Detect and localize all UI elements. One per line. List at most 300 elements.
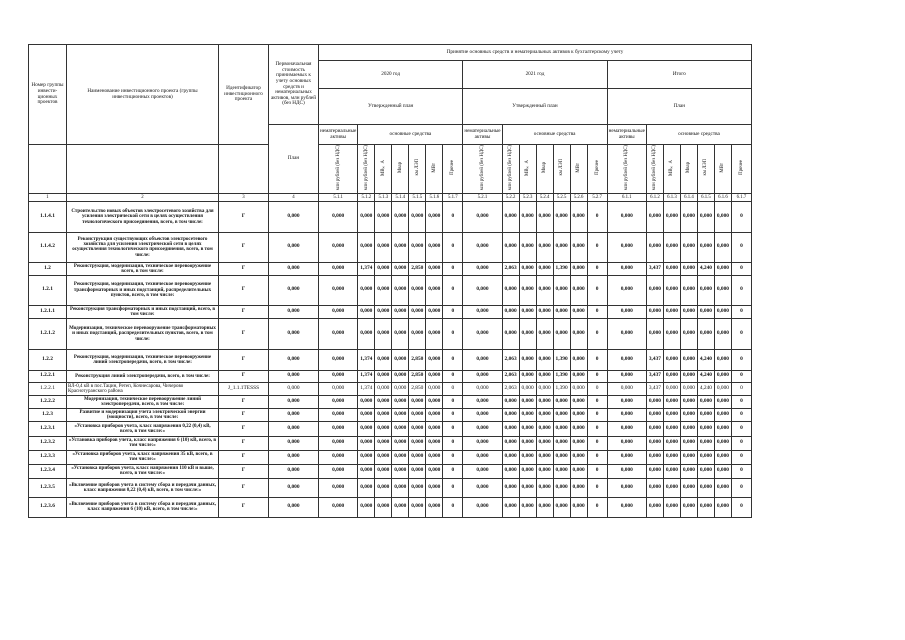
value-cell: 0,000: [375, 408, 392, 421]
value-cell: 0,000: [519, 370, 536, 382]
intangible-header: нематериальные активы: [607, 125, 646, 145]
value-cell: 0,000: [409, 450, 426, 464]
value-cell: 0,000: [646, 275, 663, 305]
table-row: [29, 201, 752, 232]
value-cell: 0: [731, 497, 751, 517]
value-cell: 0,000: [463, 201, 502, 232]
value-cell: 0,000: [319, 450, 358, 464]
index-cell: 5.1.1: [319, 193, 358, 201]
project-name: Модернизация, техническое перевооружение трансформаторных и иных подстанций, распределительных пунктов, всего, в том числе:: [67, 318, 219, 349]
value-cell: 0,000: [663, 201, 680, 232]
value-cell: 0,000: [375, 318, 392, 349]
project-name: «Установка приборов учета, класс напряжения 110 кВ и выше, всего, в том числе:»: [67, 464, 219, 478]
value-cell: 0: [587, 262, 607, 275]
value-cell: 0,000: [358, 421, 375, 436]
value-cell: 0: [587, 464, 607, 478]
sub-col-label: млн рублей (без НДС): [363, 145, 369, 191]
index-cell: 6.1.7: [731, 193, 751, 201]
value-cell: 0,000: [680, 497, 697, 517]
index-cell: 1: [29, 193, 67, 201]
value-cell: 0,000: [502, 497, 519, 517]
value-cell: 0,000: [519, 436, 536, 450]
value-cell: 0,000: [697, 305, 714, 318]
plan-value: 0,000: [269, 450, 319, 464]
index-cell: 5.2.5: [553, 193, 570, 201]
value-cell: 0,000: [553, 275, 570, 305]
value-cell: 0,000: [553, 305, 570, 318]
value-cell: 0,000: [607, 436, 646, 450]
value-cell: 0,000: [646, 436, 663, 450]
value-cell: 0,000: [409, 318, 426, 349]
project-number: 1.2.3: [29, 408, 67, 421]
project-name: «Включение приборов учета в систему сбора и передачи данных, класс напряжения 0,22 (0,4) кВ, всего, в том числе:»: [67, 478, 219, 497]
value-cell: 0,000: [680, 450, 697, 464]
value-cell: 1,374: [358, 382, 375, 395]
project-number: 1.2.2.2: [29, 395, 67, 408]
value-cell: 0: [443, 262, 463, 275]
sub-col-label: Мвар: [397, 162, 403, 174]
value-cell: 0,000: [536, 232, 553, 262]
sub-col-label: Прочее: [450, 160, 456, 176]
value-cell: 0,000: [463, 408, 502, 421]
sub-col-header: [587, 145, 607, 194]
sub-col-label: км ЛЭП: [703, 159, 709, 176]
value-cell: 1,390: [553, 382, 570, 395]
project-name: ВЛ-0,4 кВ в пос.Тацин, Ретеп, Кочнесарова, Чичерово Краснотуранского района: [67, 382, 219, 395]
value-cell: 0,000: [570, 318, 587, 349]
assets-acceptance-table: [28, 44, 752, 518]
value-cell: 0,000: [607, 201, 646, 232]
value-cell: 0,000: [519, 382, 536, 395]
project-number: 1.1.4.2: [29, 232, 67, 262]
value-cell: 0,000: [463, 370, 502, 382]
value-cell: 0,000: [392, 450, 409, 464]
sub-col-label: МВт: [576, 162, 582, 173]
value-cell: 4,240: [697, 349, 714, 370]
value-cell: 0,000: [714, 464, 731, 478]
project-number: 1.2.3.6: [29, 497, 67, 517]
value-cell: 0,000: [607, 305, 646, 318]
sub-col-label: Мвар: [542, 162, 548, 174]
project-id: J_1.1.1TESSS: [219, 382, 269, 395]
plan-header: План: [269, 125, 319, 194]
value-cell: 0,000: [553, 232, 570, 262]
project-number: 1.2.1: [29, 275, 67, 305]
value-cell: 0,000: [697, 408, 714, 421]
sub-col-header: [663, 145, 680, 194]
project-number: 1.2.3.2: [29, 436, 67, 450]
value-cell: 0,000: [607, 464, 646, 478]
index-cell: 6.1.1: [607, 193, 646, 201]
value-cell: 1,374: [358, 349, 375, 370]
value-cell: 0,000: [663, 262, 680, 275]
value-cell: 0,000: [392, 349, 409, 370]
table-row: [29, 262, 752, 275]
value-cell: 0,000: [553, 201, 570, 232]
value-cell: 0,000: [519, 408, 536, 421]
value-cell: 0,000: [607, 408, 646, 421]
value-cell: 0,000: [392, 382, 409, 395]
sub-col-header: [463, 145, 502, 194]
value-cell: 0,000: [519, 450, 536, 464]
value-cell: 0,000: [646, 408, 663, 421]
project-name: «Включение приборов учета в систему сбора и передачи данных, класс напряжения 6 (10) кВ, всего, в том числе:»: [67, 497, 219, 517]
plan-value: 0,000: [269, 464, 319, 478]
value-cell: 0,000: [463, 497, 502, 517]
index-cell: 5.1.2: [358, 193, 375, 201]
value-cell: 0,000: [680, 201, 697, 232]
value-cell: 0,000: [570, 370, 587, 382]
sub-col-label: Мвар: [686, 162, 692, 174]
plan-value: 0,000: [269, 305, 319, 318]
value-cell: 0,000: [536, 275, 553, 305]
value-cell: 0,000: [536, 450, 553, 464]
sub-col-label: МВ×А: [669, 159, 675, 176]
value-cell: 0: [587, 382, 607, 395]
year-2021-header: 2021 год: [463, 61, 607, 89]
sub-col-header: [607, 145, 646, 194]
value-cell: 0,000: [426, 464, 443, 478]
plan-value: 0,000: [269, 497, 319, 517]
value-cell: 0,000: [519, 262, 536, 275]
value-cell: 0: [443, 497, 463, 517]
value-cell: 0,000: [663, 318, 680, 349]
value-cell: 0: [731, 436, 751, 450]
value-cell: 0,000: [358, 318, 375, 349]
sub-col-label: млн рублей (без НДС): [335, 145, 341, 191]
value-cell: 0,000: [502, 318, 519, 349]
sub-col-label: млн рублей (без НДС): [508, 145, 514, 191]
value-cell: 1,390: [553, 262, 570, 275]
value-cell: 0: [587, 497, 607, 517]
value-cell: 0,000: [714, 478, 731, 497]
value-cell: 0,000: [714, 450, 731, 464]
table-row: [29, 395, 752, 408]
value-cell: 0,000: [319, 421, 358, 436]
value-cell: 0: [443, 382, 463, 395]
value-cell: 0,000: [409, 201, 426, 232]
value-cell: 0,000: [553, 497, 570, 517]
value-cell: 0,000: [463, 464, 502, 478]
index-cell: 5.1.7: [443, 193, 463, 201]
index-cell: 5.2.3: [519, 193, 536, 201]
value-cell: 0,000: [519, 275, 536, 305]
value-cell: 0: [587, 395, 607, 408]
value-cell: 0,000: [392, 395, 409, 408]
value-cell: 0: [587, 318, 607, 349]
value-cell: 1,374: [358, 370, 375, 382]
value-cell: 0,000: [319, 349, 358, 370]
col-name-header: Наименование инвестиционного проекта (группы инвестиционных проектов): [67, 45, 219, 145]
value-cell: 0,000: [463, 436, 502, 450]
project-name: Строительство новых объектов электросетевого хозяйства для усиления электрической сети в целях осуществления технологического присоединения, всего, в том числе:: [67, 201, 219, 232]
value-cell: 0,000: [646, 478, 663, 497]
value-cell: 0,000: [663, 436, 680, 450]
value-cell: 0,000: [714, 349, 731, 370]
value-cell: 0,000: [319, 497, 358, 517]
value-cell: 0,000: [319, 275, 358, 305]
value-cell: 0,000: [663, 349, 680, 370]
index-cell: 6.1.6: [714, 193, 731, 201]
project-name: «Установка приборов учета, класс напряжения 35 кВ, всего, в том числе:»: [67, 450, 219, 464]
value-cell: 2,063: [502, 349, 519, 370]
project-name: Модернизация, техническое перевооружение линий электропередачи, всего, в том числе:: [67, 395, 219, 408]
table-row: [29, 464, 752, 478]
project-number: 1.2.2: [29, 349, 67, 370]
value-cell: 0,000: [426, 408, 443, 421]
value-cell: 0,000: [646, 497, 663, 517]
value-cell: 0,000: [536, 395, 553, 408]
value-cell: 0: [731, 201, 751, 232]
sub-col-header: [646, 145, 663, 194]
value-cell: 0,000: [319, 464, 358, 478]
value-cell: 0,000: [375, 370, 392, 382]
plan-value: 0,000: [269, 478, 319, 497]
value-cell: 0,000: [392, 497, 409, 517]
value-cell: 0,000: [570, 201, 587, 232]
value-cell: 0,000: [319, 318, 358, 349]
table-row: [29, 370, 752, 382]
investment-table-sheet: [28, 44, 752, 518]
index-cell: 6.1.3: [663, 193, 680, 201]
value-cell: 0,000: [680, 421, 697, 436]
value-cell: 0,000: [607, 497, 646, 517]
value-cell: 0,000: [375, 349, 392, 370]
value-cell: 0,000: [463, 395, 502, 408]
value-cell: 0,000: [714, 395, 731, 408]
value-cell: 0,000: [553, 464, 570, 478]
table-row: [29, 382, 752, 395]
value-cell: 0,000: [426, 318, 443, 349]
value-cell: 0,000: [426, 436, 443, 450]
value-cell: 0,000: [519, 305, 536, 318]
value-cell: 0: [443, 421, 463, 436]
project-number: 1.2.2.1: [29, 370, 67, 382]
value-cell: 0,000: [536, 370, 553, 382]
value-cell: 0: [731, 450, 751, 464]
table-row: [29, 275, 752, 305]
value-cell: 0,000: [663, 450, 680, 464]
value-cell: 0: [587, 436, 607, 450]
sub-col-header: [519, 145, 536, 194]
value-cell: 2,063: [502, 370, 519, 382]
plan-value: 0,000: [269, 395, 319, 408]
value-cell: 0,000: [553, 421, 570, 436]
value-cell: 0,000: [607, 232, 646, 262]
value-cell: 0: [731, 408, 751, 421]
value-cell: 0,000: [646, 421, 663, 436]
value-cell: 0,000: [536, 262, 553, 275]
value-cell: 0,000: [358, 305, 375, 318]
value-cell: 0,000: [697, 232, 714, 262]
value-cell: 0,000: [319, 262, 358, 275]
value-cell: 0,000: [392, 436, 409, 450]
sub-col-header: [426, 145, 443, 194]
value-cell: 0,000: [663, 305, 680, 318]
value-cell: 0,000: [358, 201, 375, 232]
value-cell: 0,000: [392, 464, 409, 478]
value-cell: 0: [443, 232, 463, 262]
table-body: [29, 201, 752, 517]
value-cell: 0,000: [426, 275, 443, 305]
value-cell: 0,000: [714, 275, 731, 305]
value-cell: 0,000: [536, 201, 553, 232]
project-number: 1.2.3.5: [29, 478, 67, 497]
index-cell: 6.1.5: [697, 193, 714, 201]
value-cell: 0,000: [680, 436, 697, 450]
project-number: 1.2.1.1: [29, 305, 67, 318]
value-cell: 0,000: [553, 395, 570, 408]
value-cell: 0,000: [375, 421, 392, 436]
value-cell: 0,000: [319, 370, 358, 382]
table-row: [29, 232, 752, 262]
value-cell: 0,000: [392, 262, 409, 275]
value-cell: 0,000: [697, 421, 714, 436]
value-cell: 0,000: [663, 464, 680, 478]
value-cell: 0,000: [426, 450, 443, 464]
value-cell: 0,000: [536, 318, 553, 349]
value-cell: 0,000: [663, 382, 680, 395]
value-cell: 4,240: [697, 262, 714, 275]
project-id: Г: [219, 497, 269, 517]
value-cell: 0,000: [570, 464, 587, 478]
sub-col-header: [731, 145, 751, 194]
value-cell: 0,000: [607, 262, 646, 275]
value-cell: 0,000: [646, 450, 663, 464]
value-cell: 0: [443, 478, 463, 497]
sub-col-header: [502, 145, 519, 194]
project-id: Г: [219, 275, 269, 305]
value-cell: 0,000: [502, 395, 519, 408]
value-cell: 0,000: [680, 305, 697, 318]
plan-value: 0,000: [269, 318, 319, 349]
project-name: Реконструкция, модернизация, техническое перевооружение линий электропередачи, всего, в том числе:: [67, 349, 219, 370]
value-cell: 0,000: [607, 450, 646, 464]
plan-value: 0,000: [269, 275, 319, 305]
value-cell: 0,000: [553, 408, 570, 421]
sub-col-label: МВт: [720, 162, 726, 173]
value-cell: 0,000: [570, 497, 587, 517]
value-cell: 0: [443, 318, 463, 349]
intangible-header: нематериальные активы: [319, 125, 358, 145]
value-cell: 0,000: [697, 275, 714, 305]
value-cell: 0,000: [646, 395, 663, 408]
value-cell: 0,000: [570, 232, 587, 262]
value-cell: 0,000: [680, 318, 697, 349]
value-cell: 0: [443, 349, 463, 370]
sub-col-label: км ЛЭП: [414, 159, 420, 176]
value-cell: 0,000: [680, 349, 697, 370]
value-cell: 0,000: [319, 232, 358, 262]
value-cell: 0,000: [426, 382, 443, 395]
value-cell: 0: [443, 408, 463, 421]
value-cell: 0: [587, 305, 607, 318]
sub-col-header: [680, 145, 697, 194]
value-cell: 0,000: [646, 318, 663, 349]
value-cell: 0,000: [392, 305, 409, 318]
value-cell: 0,000: [714, 382, 731, 395]
value-cell: 0: [731, 262, 751, 275]
value-cell: 0: [731, 464, 751, 478]
value-cell: 0,000: [536, 478, 553, 497]
value-cell: 0,000: [319, 408, 358, 421]
sub-col-label: млн рублей (без НДС): [479, 145, 485, 191]
plan-value: 0,000: [269, 421, 319, 436]
value-cell: 0,000: [697, 201, 714, 232]
value-cell: 0,000: [375, 262, 392, 275]
value-cell: 0,000: [663, 497, 680, 517]
value-cell: 0: [587, 201, 607, 232]
value-cell: 0,000: [392, 370, 409, 382]
col-group-header: Номер группы инвести-ционных проектов: [29, 45, 67, 145]
value-cell: 0,000: [663, 408, 680, 421]
value-cell: 0,000: [463, 305, 502, 318]
value-cell: 0,000: [358, 395, 375, 408]
value-cell: 4,240: [697, 370, 714, 382]
table-header: [29, 45, 752, 202]
value-cell: 0,000: [426, 349, 443, 370]
project-id: Г: [219, 478, 269, 497]
value-cell: 0,000: [409, 421, 426, 436]
value-cell: 0,000: [375, 497, 392, 517]
value-cell: 0: [731, 349, 751, 370]
value-cell: 0,000: [392, 478, 409, 497]
plan-value: 0,000: [269, 201, 319, 232]
value-cell: 0,000: [358, 450, 375, 464]
value-cell: 0,000: [319, 395, 358, 408]
value-cell: 0,000: [463, 450, 502, 464]
value-cell: 0,000: [680, 262, 697, 275]
value-cell: 0,000: [358, 497, 375, 517]
index-cell: 6.1.4: [680, 193, 697, 201]
value-cell: 0,000: [697, 464, 714, 478]
value-cell: 0,000: [463, 421, 502, 436]
index-cell: 2: [67, 193, 219, 201]
value-cell: 0,000: [375, 450, 392, 464]
table-row: [29, 436, 752, 450]
value-cell: 0,000: [426, 232, 443, 262]
value-cell: 0,000: [680, 395, 697, 408]
value-cell: 0,000: [680, 408, 697, 421]
value-cell: 0,000: [519, 349, 536, 370]
value-cell: 0,000: [646, 464, 663, 478]
value-cell: 0,000: [502, 436, 519, 450]
value-cell: 0,000: [375, 436, 392, 450]
value-cell: 0,000: [536, 408, 553, 421]
value-cell: 0: [443, 370, 463, 382]
value-cell: 0,000: [375, 382, 392, 395]
value-cell: 0,000: [358, 436, 375, 450]
index-cell: 5.2.4: [536, 193, 553, 201]
value-cell: 0,000: [553, 436, 570, 450]
value-cell: 0,000: [607, 395, 646, 408]
fixed-assets-header: основные средства: [646, 125, 751, 145]
project-name: «Установка приборов учета, класс напряжения 6 (10) кВ, всего, в том числе:»: [67, 436, 219, 450]
project-name: Реконструкция линий электропередачи, всего, в том числе:: [67, 370, 219, 382]
value-cell: 0,000: [502, 408, 519, 421]
index-cell: 5.2.1: [463, 193, 502, 201]
approved-plan-2020: Утвержденный план: [319, 89, 463, 125]
value-cell: 0,000: [502, 232, 519, 262]
table-row: [29, 318, 752, 349]
value-cell: 0,000: [607, 275, 646, 305]
plan-value: 0,000: [269, 232, 319, 262]
value-cell: 0: [443, 464, 463, 478]
value-cell: 0,000: [409, 464, 426, 478]
value-cell: 0,000: [519, 478, 536, 497]
sub-col-header: [319, 145, 358, 194]
value-cell: 0,000: [409, 305, 426, 318]
